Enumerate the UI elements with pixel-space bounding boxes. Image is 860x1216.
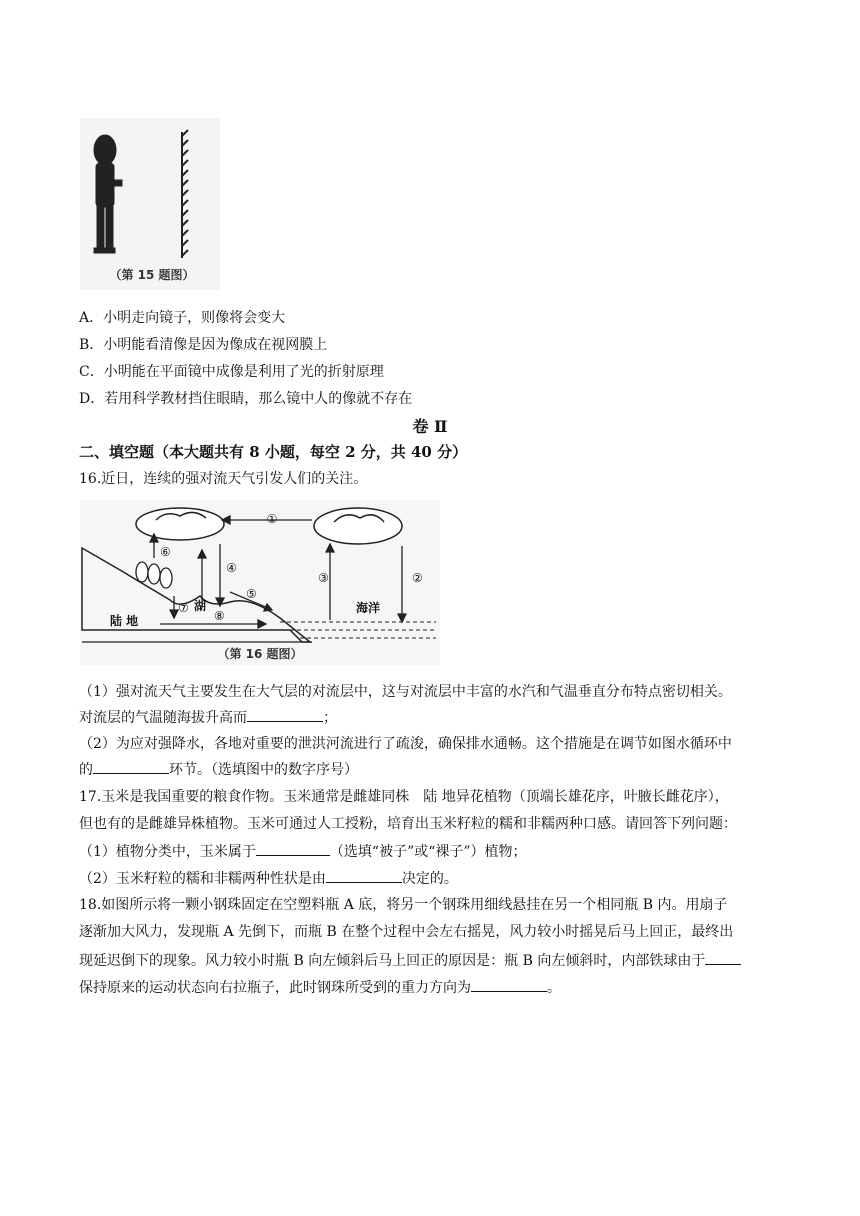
figure-16 [80, 500, 440, 665]
option-c: C．小明能在平面镜中成像是利用了光的折射原理 [79, 364, 384, 380]
q16-p2-line2: 的 环节。（选填图中的数字序号） [79, 759, 358, 780]
figure-15-caption: （第 15 题图） [109, 268, 195, 282]
cloud-right [314, 508, 402, 544]
label-5: ⑤ [246, 587, 257, 601]
q18-line3: 现延迟倒下的现象。风力较小时瓶 B 向左倾斜后马上回正的原因是：瓶 B 向左倾斜时，内部铁球由于 [79, 950, 741, 971]
lake-label: 湖 [194, 599, 207, 613]
q16-p1-line1: （1）强对流天气主要发生在大气层的对流层中，这与对流层中丰富的水汽和气温垂直分布特点密切相关。 [79, 684, 732, 700]
option-d: D．若用科学教材挡住眼睛，那么镜中人的像就不存在 [79, 391, 413, 407]
q16-stem: 16.近日，连续的强对流天气引发人们的关注。 [79, 471, 368, 487]
q18-line2: 逐渐加大风力，发现瓶 A 先倒下，而瓶 B 在整个过程中会左右摇晃，风力较小时摇晃后马上回正，最终出 [79, 924, 734, 940]
label-6: ⑥ [160, 545, 171, 559]
label-3: ③ [318, 571, 329, 585]
q16-p1-text: 对流层的气温随海拔升高而 [79, 710, 247, 726]
q16-p2-line1: （2）为应对强降水，各地对重要的泄洪河流进行了疏浚，确保排水通畅。这个措施是在调节如图水循环中 [79, 736, 732, 752]
q17-line2: 但也有的是雌雄异株植物。玉米可通过人工授粉，培育出玉米籽粒的糯和非糯两种口感。请回答下列问题： [79, 816, 737, 832]
label-7: ⑦ [178, 601, 189, 615]
answer-blank[interactable] [256, 841, 330, 856]
answer-blank[interactable] [326, 868, 402, 883]
q18-line4: 保持原来的运动状态向右拉瓶子，此时钢珠所受到的重力方向为 。 [79, 977, 561, 998]
label-2: ② [412, 571, 423, 585]
answer-blank[interactable] [471, 977, 547, 992]
figure-15 [80, 118, 220, 290]
option-a: A．小明走向镜子，则像将会变大 [79, 310, 286, 326]
figure-16-caption: （第 16 题图） [217, 647, 303, 661]
answer-blank[interactable] [93, 759, 169, 774]
cloud-left [136, 508, 224, 540]
ocean-label: 海洋 [356, 601, 381, 615]
label-1: ① [266, 512, 278, 526]
section-2-title: 二、填空题（本大题共有 8 小题，每空 2 分，共 40 分） [79, 443, 468, 461]
q17-line1: 17.玉米是我国重要的粮食作物。玉米通常是雌雄同株 陆 地异花植物（顶端长雄花序，叶腋长雌花序）， [79, 789, 729, 805]
label-4: ④ [226, 561, 237, 575]
answer-blank[interactable] [247, 707, 323, 722]
q18-line1: 18.如图所示将一颗小钢珠固定在空塑料瓶 A 底，将另一个钢珠用细线悬挂在另一个相同瓶 B 内。用扇子 [79, 897, 728, 913]
answer-blank[interactable] [705, 950, 741, 965]
q17-p1: （1）植物分类中，玉米属于 （选填“被子”或“裸子”）植物； [79, 841, 527, 862]
land-label: 陆 地 [110, 614, 139, 628]
label-8: ⑧ [214, 609, 225, 623]
volume-title: 卷 Ⅱ [412, 417, 448, 436]
option-b: B．小明能看清像是因为像成在视网膜上 [79, 337, 328, 353]
q17-p2: （2）玉米籽粒的糯和非糯两种性状是由 决定的。 [79, 868, 458, 889]
q16-p1-line2: 对流层的气温随海拔升高而 ； [79, 707, 337, 728]
